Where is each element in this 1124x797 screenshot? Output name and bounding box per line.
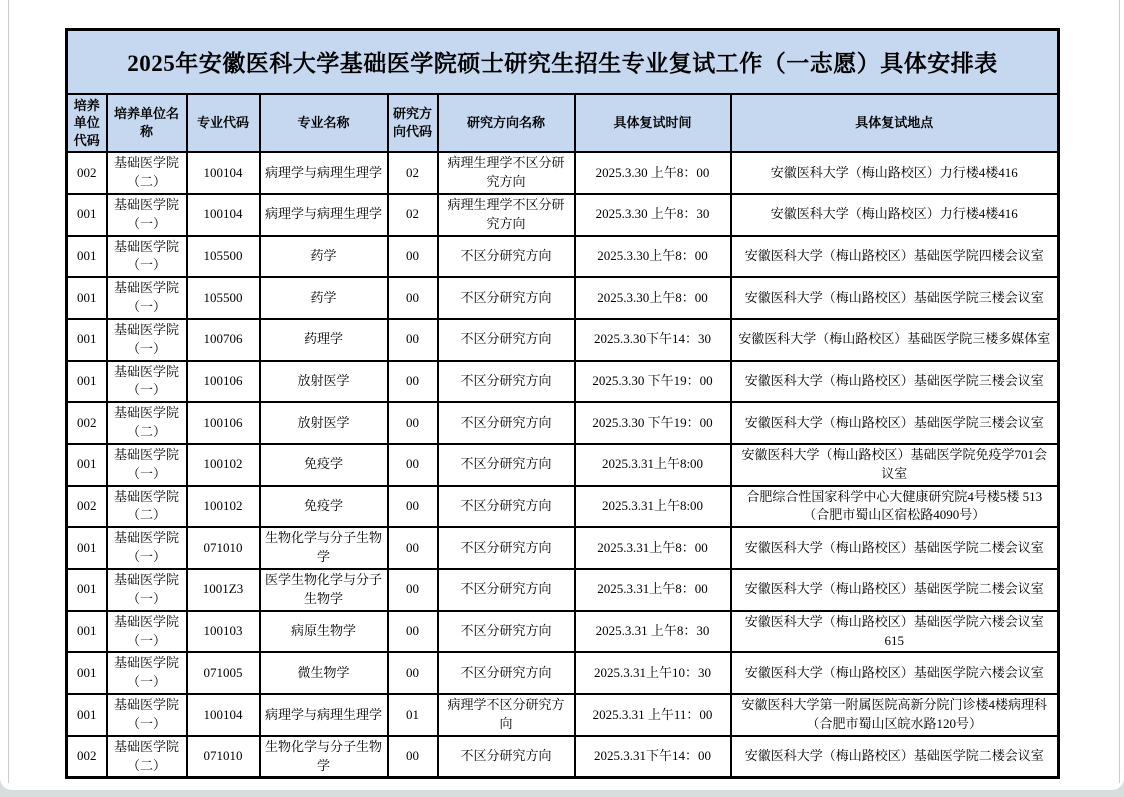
table-cell: 00	[388, 569, 438, 611]
table-cell: 安徽医科大学（梅山路校区）基础医学院二楼会议室	[731, 569, 1059, 611]
window-left-border	[8, 0, 9, 783]
column-header-3: 专业代码	[187, 94, 260, 153]
table-cell: 105500	[187, 277, 260, 319]
table-cell: 00	[388, 736, 438, 778]
column-header-1: 培养单位代码	[67, 94, 107, 153]
table-row	[67, 527, 1059, 569]
table-row	[67, 444, 1059, 486]
table-cell: 001	[67, 611, 107, 653]
table-cell: 生物化学与分子生物学	[260, 527, 388, 569]
table-cell: 基础医学院（一）	[107, 319, 187, 361]
table-cell: 002	[67, 486, 107, 528]
table-cell: 100106	[187, 402, 260, 444]
table-cell: 2025.3.30 上午8：30	[575, 194, 731, 236]
table-cell: 安徽医科大学（梅山路校区）力行楼4楼416	[731, 152, 1059, 194]
column-header-4: 专业名称	[260, 94, 388, 153]
table-cell: 00	[388, 652, 438, 694]
table-cell: 基础医学院（一）	[107, 361, 187, 403]
table-cell: 不区分研究方向	[438, 277, 575, 319]
column-header-8: 具体复试地点	[731, 94, 1059, 153]
table-cell: 安徽医科大学（梅山路校区）基础医学院三楼会议室	[731, 402, 1059, 444]
table-cell: 001	[67, 194, 107, 236]
window-right-border	[1119, 0, 1120, 783]
table-cell: 100104	[187, 152, 260, 194]
table-cell: 2025.3.31上午8：00	[575, 569, 731, 611]
table-cell: 00	[388, 319, 438, 361]
table-cell: 生物化学与分子生物学	[260, 736, 388, 778]
table-cell: 微生物学	[260, 652, 388, 694]
table-row	[67, 486, 1059, 528]
table-cell: 安徽医科大学（梅山路校区）力行楼4楼416	[731, 194, 1059, 236]
table-cell: 071005	[187, 652, 260, 694]
table-cell: 基础医学院（一）	[107, 527, 187, 569]
table-cell: 不区分研究方向	[438, 361, 575, 403]
table-row	[67, 569, 1059, 611]
table-cell: 基础医学院（一）	[107, 277, 187, 319]
table-cell: 2025.3.30 下午19：00	[575, 361, 731, 403]
column-header-2: 培养单位名称	[107, 94, 187, 153]
table-cell: 不区分研究方向	[438, 402, 575, 444]
table-cell: 不区分研究方向	[438, 736, 575, 778]
table-cell: 基础医学院（一）	[107, 652, 187, 694]
column-header-5: 研究方向代码	[388, 94, 438, 153]
table-cell: 100102	[187, 444, 260, 486]
table-cell: 001	[67, 444, 107, 486]
table-cell: 00	[388, 611, 438, 653]
table-cell: 00	[388, 486, 438, 528]
table-cell: 002	[67, 402, 107, 444]
table-cell: 2025.3.31 上午11：00	[575, 694, 731, 736]
table-cell: 病理学与病理生理学	[260, 694, 388, 736]
table-cell: 安徽医科大学（梅山路校区）基础医学院六楼会议室	[731, 652, 1059, 694]
table-cell: 病理生理学不区分研究方向	[438, 152, 575, 194]
table-cell: 02	[388, 152, 438, 194]
table-cell: 071010	[187, 736, 260, 778]
table-row	[67, 361, 1059, 403]
table-cell: 安徽医科大学（梅山路校区）基础医学院二楼会议室	[731, 527, 1059, 569]
table-cell: 2025.3.31上午8:00	[575, 486, 731, 528]
table-cell: 100103	[187, 611, 260, 653]
table-cell: 2025.3.31上午8:00	[575, 444, 731, 486]
table-cell: 1001Z3	[187, 569, 260, 611]
table-cell: 基础医学院（一）	[107, 444, 187, 486]
table-cell: 2025.3.31上午8：00	[575, 527, 731, 569]
table-cell: 2025.3.31 上午8：30	[575, 611, 731, 653]
table-cell: 基础医学院（二）	[107, 736, 187, 778]
table-cell: 01	[388, 694, 438, 736]
table-cell: 2025.3.30 下午19：00	[575, 402, 731, 444]
table-cell: 基础医学院（一）	[107, 569, 187, 611]
table-cell: 001	[67, 652, 107, 694]
table-cell: 病理学不区分研究方向	[438, 694, 575, 736]
table-cell: 病理学与病理生理学	[260, 152, 388, 194]
table-cell: 001	[67, 236, 107, 278]
table-cell: 2025.3.31下午14：00	[575, 736, 731, 778]
header-row	[67, 94, 1059, 153]
table-cell: 不区分研究方向	[438, 236, 575, 278]
table-cell: 医学生物化学与分子生物学	[260, 569, 388, 611]
table-cell: 002	[67, 736, 107, 778]
table-cell: 2025.3.31上午10：30	[575, 652, 731, 694]
table-cell: 00	[388, 402, 438, 444]
table-cell: 2025.3.30上午8：00	[575, 236, 731, 278]
table-cell: 105500	[187, 236, 260, 278]
table-cell: 001	[67, 319, 107, 361]
table-row	[67, 236, 1059, 278]
table-cell: 药学	[260, 236, 388, 278]
schedule-table	[65, 28, 1060, 779]
table-cell: 不区分研究方向	[438, 527, 575, 569]
table-cell: 00	[388, 236, 438, 278]
table-row	[67, 319, 1059, 361]
table-cell: 不区分研究方向	[438, 319, 575, 361]
table-row	[67, 152, 1059, 194]
table-cell: 2025.3.30 上午8：00	[575, 152, 731, 194]
table-cell: 001	[67, 277, 107, 319]
table-cell: 100104	[187, 194, 260, 236]
table-cell: 合肥综合性国家科学中心大健康研究院4号楼5楼 513（合肥市蜀山区宿松路4090号）	[731, 486, 1059, 528]
table-row	[67, 402, 1059, 444]
table-cell: 001	[67, 361, 107, 403]
table-cell: 安徽医科大学（梅山路校区）基础医学院三楼会议室	[731, 361, 1059, 403]
table-cell: 安徽医科大学（梅山路校区）基础医学院二楼会议室	[731, 736, 1059, 778]
table-cell: 放射医学	[260, 402, 388, 444]
column-header-6: 研究方向名称	[438, 94, 575, 153]
table-cell: 002	[67, 152, 107, 194]
table-cell: 100104	[187, 694, 260, 736]
table-cell: 病原生物学	[260, 611, 388, 653]
table-cell: 001	[67, 527, 107, 569]
column-header-7: 具体复试时间	[575, 94, 731, 153]
table-title: 2025年安徽医科大学基础医学院硕士研究生招生专业复试工作（一志愿）具体安排表	[67, 30, 1059, 94]
table-cell: 安徽医科大学第一附属医院高新分院门诊楼4楼病理科（合肥市蜀山区皖水路120号）	[731, 694, 1059, 736]
table-cell: 免疫学	[260, 486, 388, 528]
table-cell: 100706	[187, 319, 260, 361]
table-cell: 001	[67, 694, 107, 736]
table-cell: 不区分研究方向	[438, 611, 575, 653]
table-row	[67, 736, 1059, 778]
table-cell: 病理生理学不区分研究方向	[438, 194, 575, 236]
table-row	[67, 694, 1059, 736]
table-cell: 071010	[187, 527, 260, 569]
table-cell: 不区分研究方向	[438, 444, 575, 486]
table-cell: 安徽医科大学（梅山路校区）基础医学院三楼多媒体室	[731, 319, 1059, 361]
table-cell: 基础医学院（一）	[107, 694, 187, 736]
title-row	[67, 30, 1059, 94]
table-cell: 安徽医科大学（梅山路校区）基础医学院免疫学701会议室	[731, 444, 1059, 486]
table-cell: 00	[388, 527, 438, 569]
table-cell: 药理学	[260, 319, 388, 361]
table-cell: 00	[388, 444, 438, 486]
table-cell: 基础医学院（一）	[107, 236, 187, 278]
table-cell: 2025.3.30上午8：00	[575, 277, 731, 319]
table-cell: 100106	[187, 361, 260, 403]
table-cell: 基础医学院（二）	[107, 486, 187, 528]
table-cell: 基础医学院（一）	[107, 611, 187, 653]
table-row	[67, 277, 1059, 319]
table-row	[67, 652, 1059, 694]
table-cell: 安徽医科大学（梅山路校区）基础医学院四楼会议室	[731, 236, 1059, 278]
table-cell: 不区分研究方向	[438, 652, 575, 694]
table-cell: 放射医学	[260, 361, 388, 403]
table-cell: 安徽医科大学（梅山路校区）基础医学院三楼会议室	[731, 277, 1059, 319]
table-cell: 免疫学	[260, 444, 388, 486]
table-cell: 基础医学院（一）	[107, 194, 187, 236]
table-cell: 药学	[260, 277, 388, 319]
table-cell: 病理学与病理生理学	[260, 194, 388, 236]
table-cell: 基础医学院（二）	[107, 402, 187, 444]
table-cell: 02	[388, 194, 438, 236]
table-cell: 基础医学院（二）	[107, 152, 187, 194]
table-cell: 不区分研究方向	[438, 569, 575, 611]
table-row	[67, 611, 1059, 653]
table-cell: 2025.3.30下午14：30	[575, 319, 731, 361]
table-cell: 100102	[187, 486, 260, 528]
table-cell: 不区分研究方向	[438, 486, 575, 528]
table-cell: 001	[67, 569, 107, 611]
table-cell: 安徽医科大学（梅山路校区）基础医学院六楼会议室615	[731, 611, 1059, 653]
table-cell: 00	[388, 277, 438, 319]
table-row	[67, 194, 1059, 236]
table-cell: 00	[388, 361, 438, 403]
